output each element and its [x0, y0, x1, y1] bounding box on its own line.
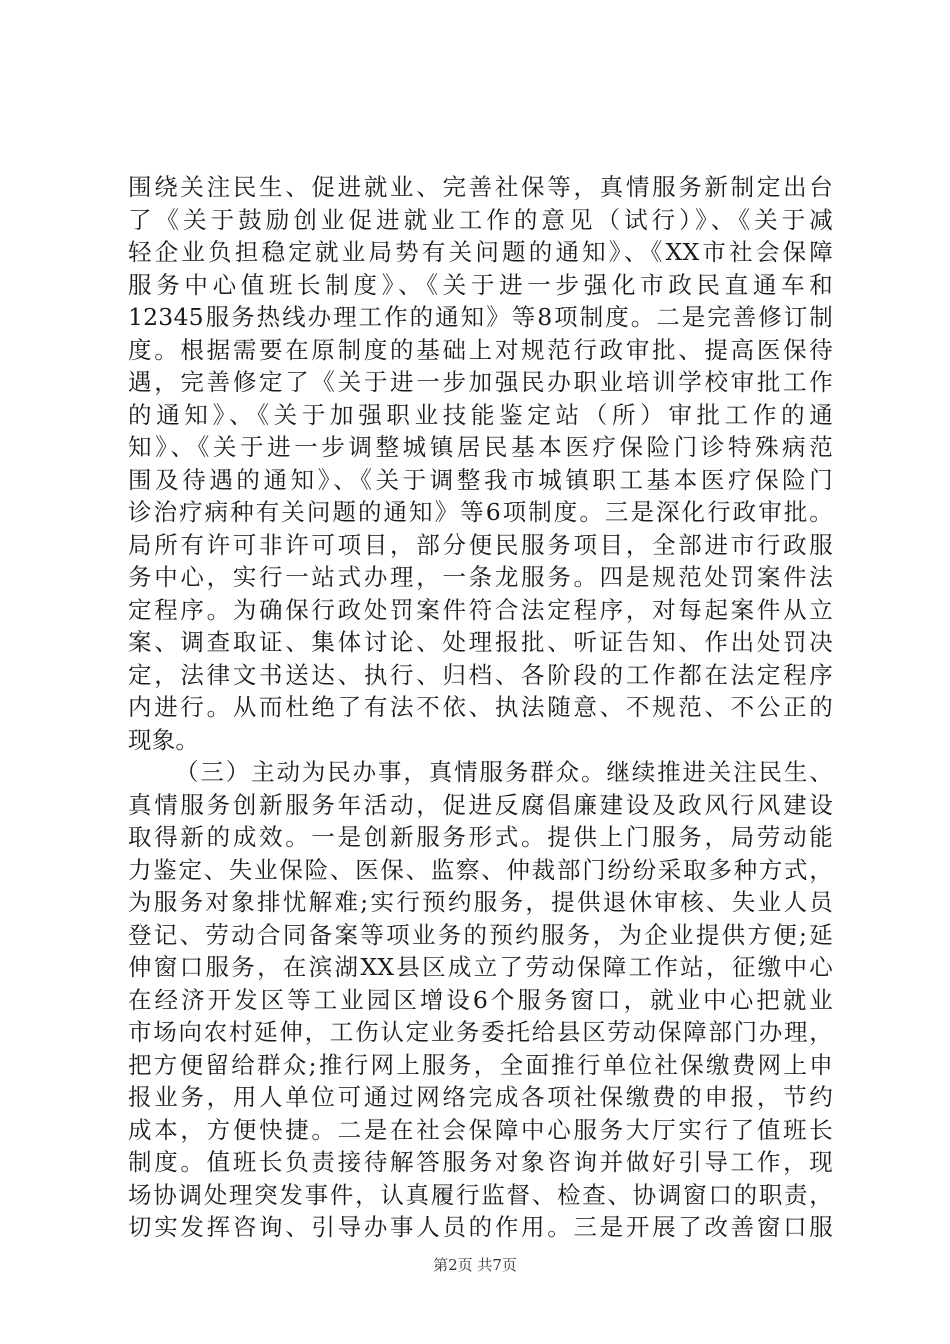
text-line-15: 案、调查取证、集体讨论、处理报批、听证告知、作出处罚决 — [128, 628, 833, 656]
text-line-29: 报业务，用人单位可通过网络完成各项社保缴费的申报，节约 — [128, 1083, 833, 1111]
text-line-30: 成本，方便快捷。二是在社会保障中心服务大厅实行了值班长 — [128, 1115, 833, 1144]
text-line-16: 定，法律文书送达、执行、归档、各阶段的工作都在法定程序 — [128, 660, 833, 689]
text-line-25: 伸窗口服务，在滨湖XX县区成立了劳动保障工作站，征缴中心 — [128, 953, 833, 981]
text-line-17: 内进行。从而杜绝了有法不依、执法随意、不规范、不公正的 — [128, 693, 833, 721]
text-line-19: （三）主动为民办事，真情服务群众。继续推进关注民生、 — [175, 758, 833, 786]
text-line-2: 了《关于鼓励创业促进就业工作的意见（试行）》、《关于减 — [128, 205, 833, 234]
text-line-21: 取得新的成效。一是创新服务形式。提供上门服务，局劳动能 — [128, 823, 833, 851]
text-line-18: 现象。 — [128, 725, 200, 754]
text-line-8: 的通知》、《关于加强职业技能鉴定站（所）审批工作的通 — [128, 400, 833, 429]
text-line-22: 力鉴定、失业保险、医保、监察、仲裁部门纷纷采取多种方式， — [128, 855, 833, 884]
text-line-14: 定程序。为确保行政处罚案件符合法定程序，对每起案件从立 — [128, 595, 833, 624]
text-line-26: 在经济开发区等工业园区增设6个服务窗口，就业中心把就业 — [128, 985, 833, 1014]
text-line-27: 市场向农村延伸，工伤认定业务委托给县区劳动保障部门办理， — [128, 1018, 833, 1046]
text-line-12: 局所有许可非许可项目，部分便民服务项目，全部进市行政服 — [128, 530, 833, 559]
text-line-3: 轻企业负担稳定就业局势有关问题的通知》、《XX市社会保障 — [128, 238, 833, 266]
text-line-28: 把方便留给群众;推行网上服务，全面推行单位社保缴费网上申 — [128, 1050, 833, 1079]
text-line-1: 围绕关注民生、促进就业、完善社保等，真情服务新制定出台 — [128, 173, 833, 201]
text-line-10: 围及待遇的通知》、《关于调整我市城镇职工基本医疗保险门 — [128, 465, 833, 494]
text-line-9: 知》、《关于进一步调整城镇居民基本医疗保险门诊特殊病范 — [128, 433, 833, 461]
text-line-13: 务中心，实行一站式办理，一条龙服务。四是规范处罚案件法 — [128, 563, 833, 591]
text-line-4: 服务中心值班长制度》、《关于进一步强化市政民直通车和 — [128, 270, 833, 299]
text-line-32: 场协调处理突发事件，认真履行监督、检查、协调窗口的职责， — [128, 1180, 833, 1209]
text-line-5: 12345服务热线办理工作的通知》等8项制度。二是完善修订制 — [128, 303, 833, 331]
text-line-20: 真情服务创新服务年活动，促进反腐倡廉建设及政风行风建设 — [128, 790, 833, 819]
document-body — [128, 171, 833, 1244]
page-number-footer: 第2页 共7页 — [433, 1256, 517, 1274]
text-line-6: 度。根据需要在原制度的基础上对规范行政审批、提高医保待 — [128, 335, 833, 364]
text-line-33: 切实发挥咨询、引导办事人员的作用。三是开展了改善窗口服 — [128, 1213, 833, 1241]
text-line-24: 登记、劳动合同备案等项业务的预约服务，为企业提供方便;延 — [128, 920, 833, 949]
text-line-11: 诊治疗病种有关问题的通知》等6项制度。三是深化行政审批。 — [128, 498, 833, 526]
text-line-31: 制度。值班长负责接待解答服务对象咨询并做好引导工作，现 — [128, 1148, 833, 1176]
text-line-7: 遇，完善修定了《关于进一步加强民办职业培训学校审批工作 — [128, 368, 833, 396]
text-line-23: 为服务对象排忧解难;实行预约服务，提供退休审核、失业人员 — [128, 888, 833, 916]
